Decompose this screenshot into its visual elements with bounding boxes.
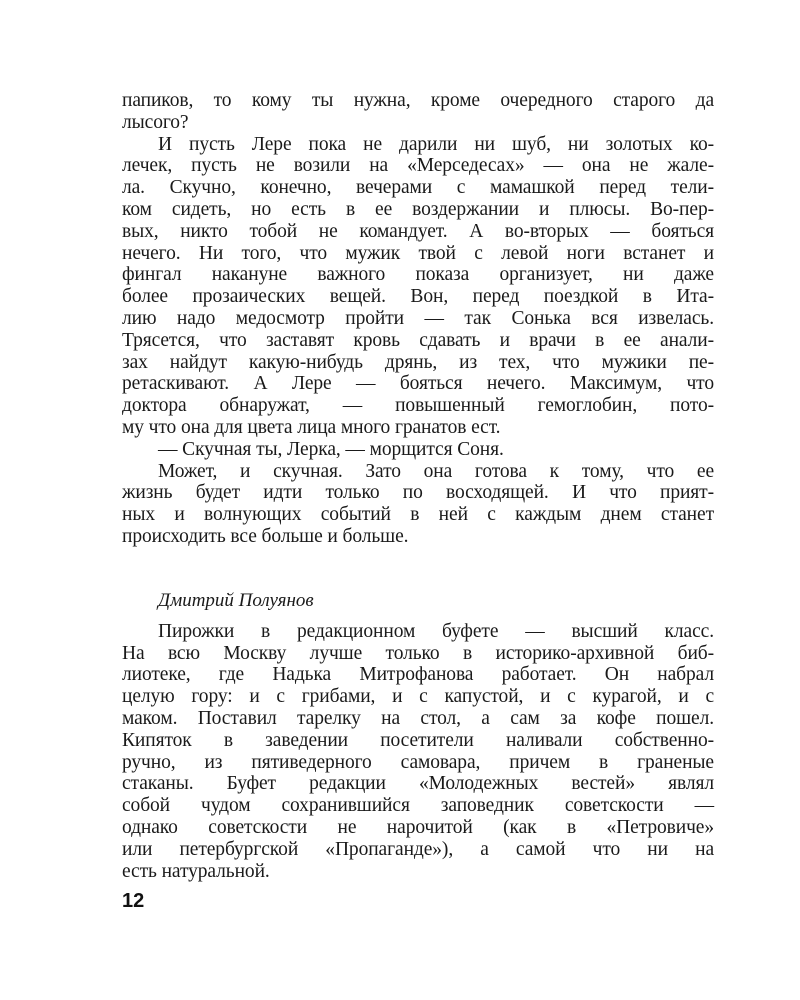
text-line: папиков, то кому ты нужна, кроме очередного старого да (122, 90, 714, 111)
book-page-text (122, 90, 714, 882)
text-line: И пусть Лере пока не дарили ни шуб, ни золотых ко- (158, 133, 714, 155)
text-line: вых, никто тобой не командует. А во-вторых — бояться (122, 220, 714, 242)
text-line: ручно, из пятиведерного самовара, причем в граненые (122, 751, 714, 773)
text-line: собой чудом сохранившийся заповедник советскости — (122, 795, 714, 817)
text-line: Пирожки в редакционном буфете — высший класс. (158, 620, 714, 642)
text-line: — Скучная ты, Лерка, — морщится Соня. (158, 438, 504, 460)
paragraph (122, 461, 714, 548)
text-line: ретаскивают. А Лере — бояться нечего. Максимум, что (122, 373, 714, 395)
text-line: ком сидеть, но есть в ее воздержании и плюсы. Во-пер- (122, 198, 714, 220)
text-line: зах найдут какую-нибудь дрянь, из тех, что мужики пе- (122, 351, 714, 373)
text-line: более прозаических вещей. Вон, перед поездкой в Ита- (122, 286, 714, 308)
text-line: целую гору: и с грибами, и с капустой, и с курагой, и с (122, 686, 714, 708)
text-line: происходить все больше и больше. (122, 525, 409, 547)
text-line: есть натуральной. (122, 860, 270, 882)
text-line: ла. Скучно, конечно, вечерами с мамашкой перед тели- (122, 177, 714, 199)
text-line: жизнь будет идти только по восходящей. И что прият- (122, 482, 714, 504)
text-line: маком. Поставил тарелку на стол, а сам за кофе пошел. (122, 707, 714, 729)
page-number: 12 (122, 890, 145, 912)
text-line: лечек, пусть не возили на «Мерседесах» — она не жале- (122, 155, 714, 177)
text-line: Трясется, что заставят кровь сдавать и врачи в ее анали- (122, 329, 714, 351)
section-author-heading: Дмитрий Полуянов (158, 589, 314, 611)
text-line: лию надо медосмотр пройти — так Сонька вся извелась. (122, 307, 714, 329)
text-line: или петербургской «Пропаганде»), а самой что ни на (122, 838, 714, 860)
paragraph (122, 621, 714, 883)
text-line: Кипяток в заведении посетители наливали собственно- (122, 729, 714, 751)
text-line: Может, и скучная. Зато она готова к тому, что ее (158, 460, 714, 482)
paragraph (122, 439, 714, 461)
text-line: На всю Москву лучше только в историко-архивной биб- (122, 642, 714, 664)
text-line: доктора обнаружат, — повышенный гемоглобин, пото- (122, 395, 714, 417)
text-line: лиотеке, где Надька Митрофанова работает. Он набрал (122, 664, 714, 686)
paragraph (122, 90, 714, 134)
text-line: фингал накануне важного показа организует, ни даже (122, 264, 714, 286)
text-line: однако советскости не нарочитой (как в «Петровиче» (122, 816, 714, 838)
text-line: ных и волнующих событий в ней с каждым днем станет (122, 504, 714, 526)
paragraph (122, 134, 714, 439)
text-line: лысого? (122, 111, 189, 133)
text-line: нечего. Ни того, что мужик твой с левой ноги встанет и (122, 242, 714, 264)
text-line: стаканы. Буфет редакции «Молодежных вестей» являл (122, 773, 714, 795)
text-line: му что она для цвета лица много гранатов ест. (122, 416, 501, 438)
